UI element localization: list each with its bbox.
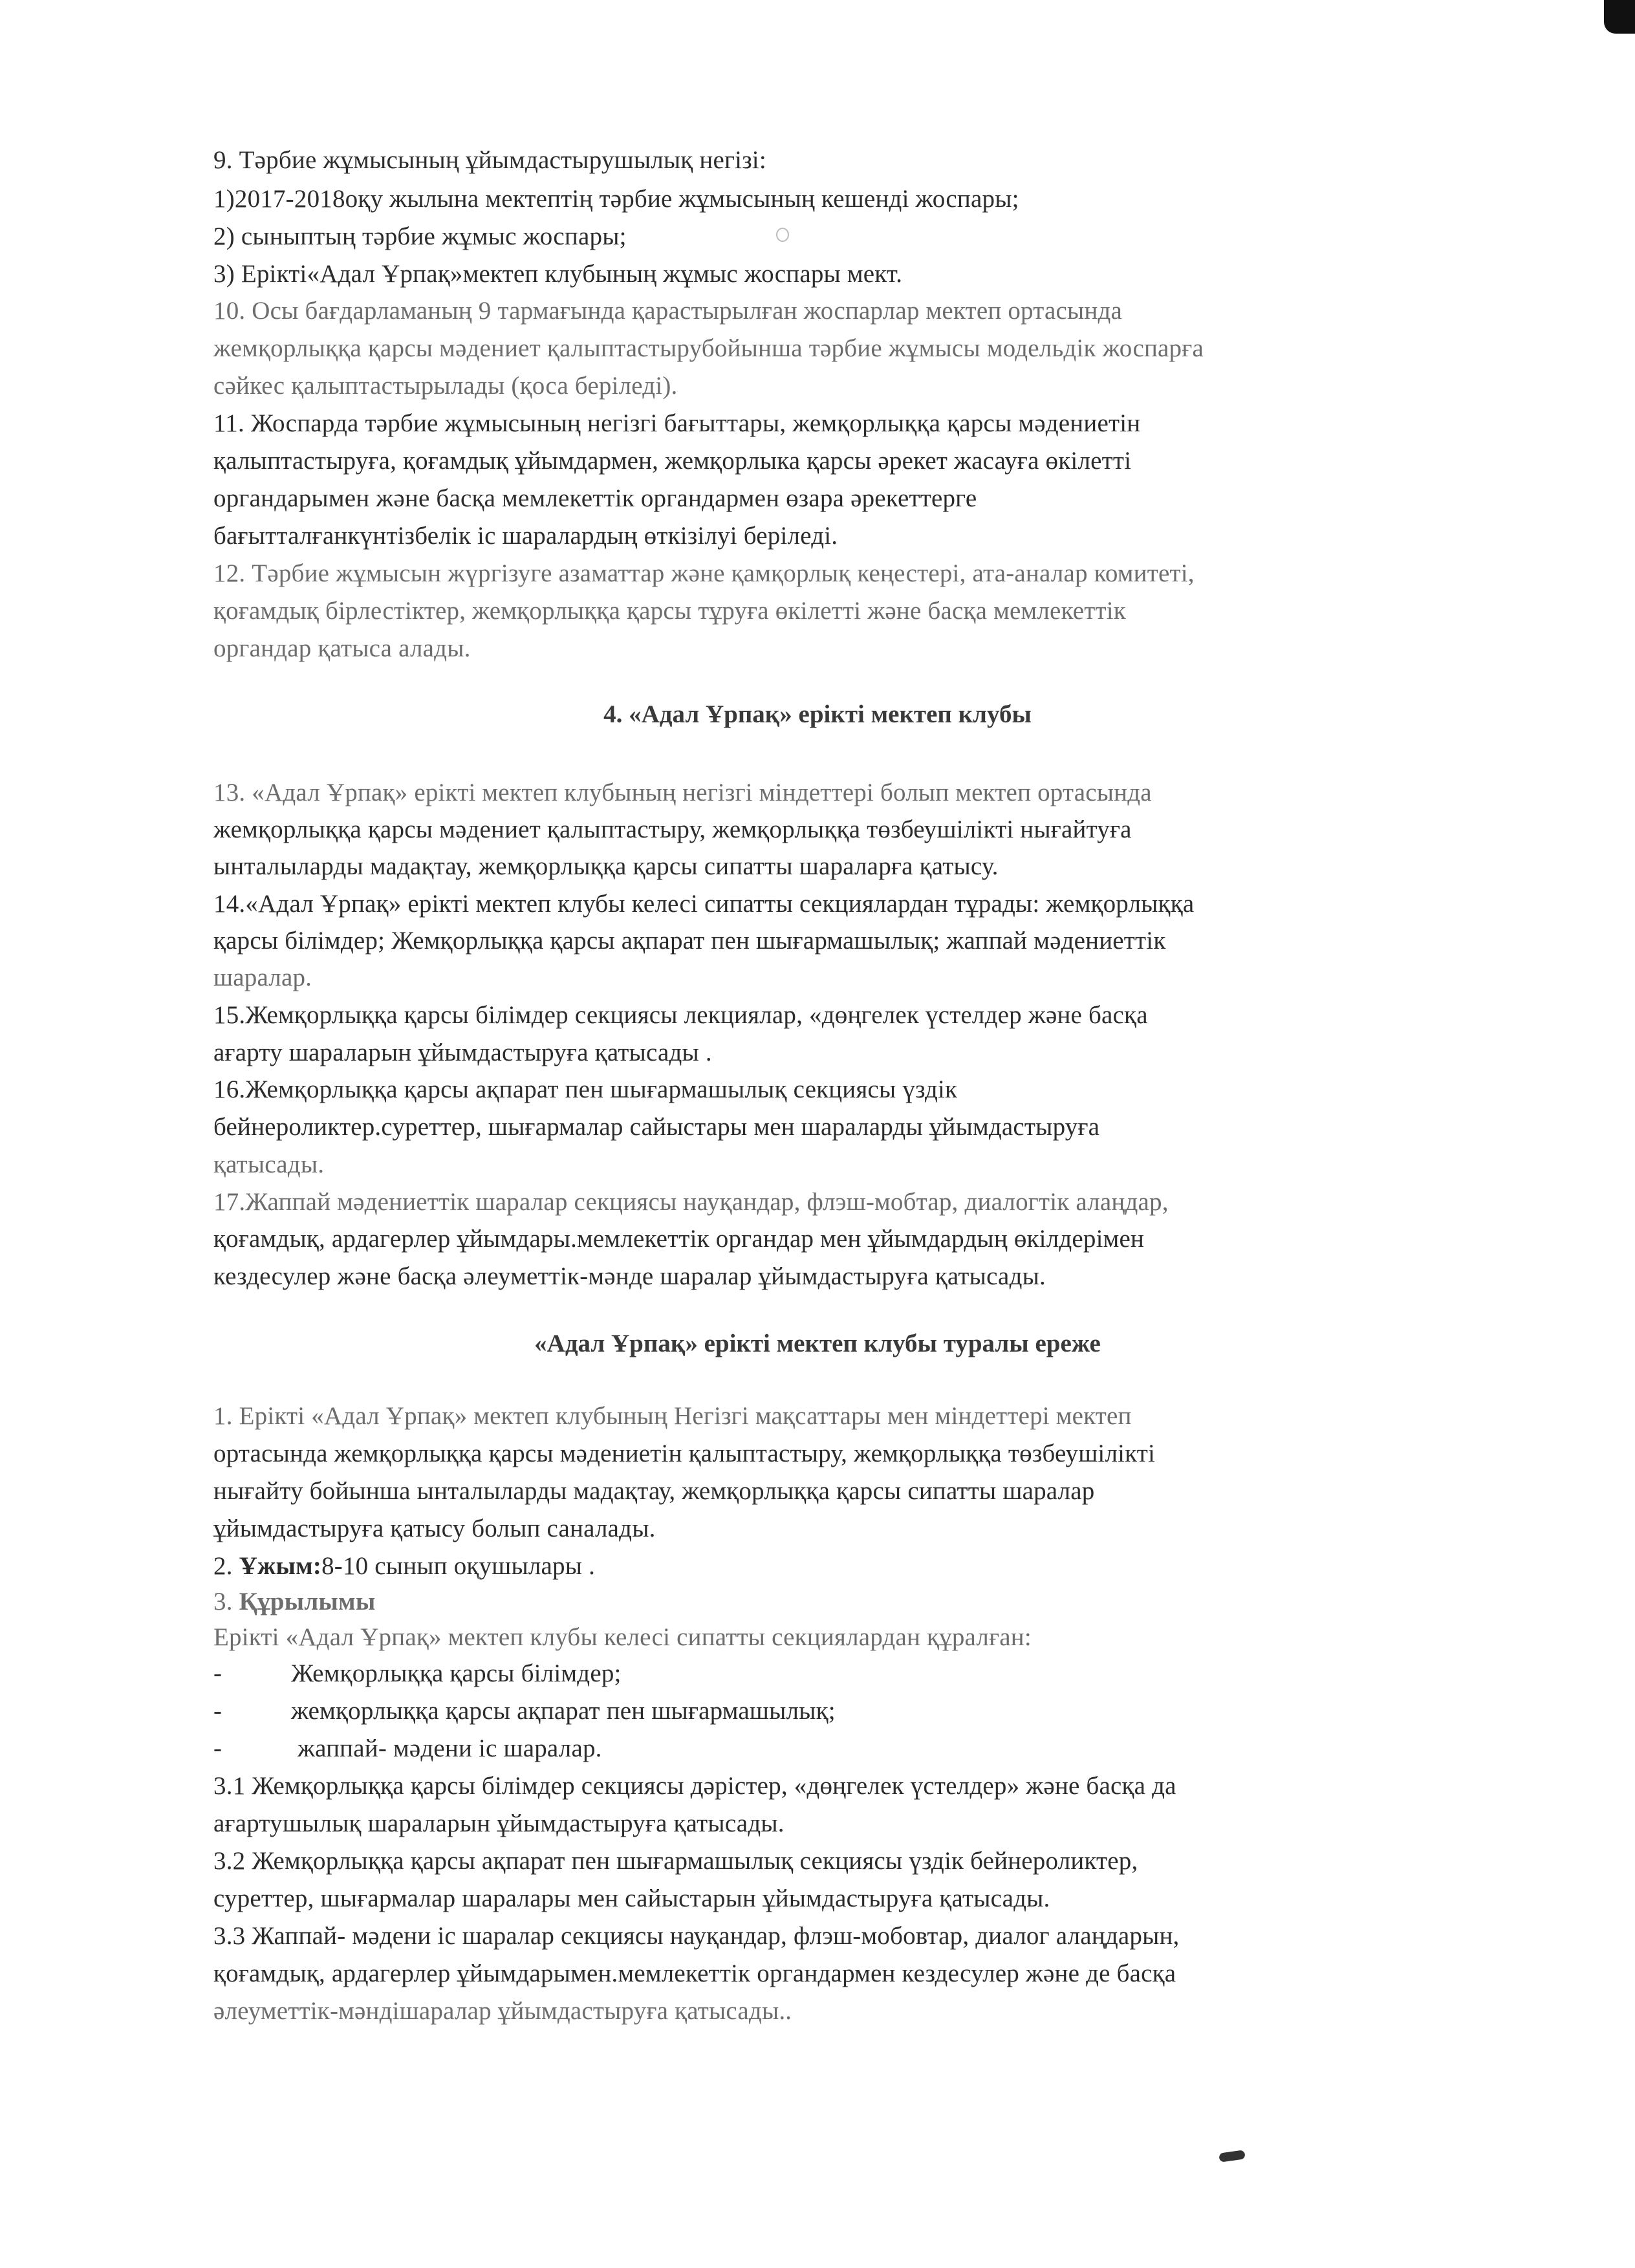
paragraph-line: ағарту шараларын ұйымдастыруға қатысады . (213, 1039, 712, 1066)
paragraph-line: 10. Осы бағдарламаның 9 тармағында қарастырылған жоспарлар мектеп ортасында (213, 297, 1123, 325)
paragraph-line: бағытталғанкүнтізбелік іс шаралардың өткізілуі беріледі. (213, 522, 838, 550)
paragraph-line: ынталыларды мадақтау, жемқорлыққа қарсы сипатты шараларға қатысу. (213, 852, 999, 880)
bold-label: Құрылымы (239, 1588, 376, 1615)
list-item-text: жаппай- мәдени іс шаралар. (291, 1734, 602, 1762)
item-number: 2. (213, 1552, 239, 1580)
list-item (213, 1734, 602, 1764)
scan-smudge (776, 228, 789, 242)
paragraph-line: нығайту бойынша ынталыларды мадақтау, жемқорлыққа қарсы сипатты шаралар (213, 1477, 1095, 1505)
paragraph-line: қоғамдық, ардагерлер ұйымдарымен.мемлекеттік органдармен кездесулер және де басқа (213, 1960, 1176, 1987)
paragraph-line: жемқорлыққа қарсы мәдениет қалыптастырубойынша тәрбие жұмысы модельдік жоспарға (213, 334, 1204, 362)
paragraph-line: 1)2017-2018оқу жылына мектептің тәрбие жұмысының кешенді жоспары; (213, 185, 1019, 213)
paragraph-line: 3.1 Жемқорлыққа қарсы білімдер секциясы дәрістер, «дөңгелек үстелдер» және басқа да (213, 1772, 1176, 1800)
paragraph-line: 9. Тәрбие жұмысының ұйымдастырушылық негізі: (213, 146, 766, 174)
paragraph-line: 14.«Адал Ұрпақ» ерікті мектеп клубы келесі сипатты секциялардан тұрады: жемқорлыққа (213, 890, 1195, 918)
paragraph-line: қалыптастыруға, қоғамдық ұйымдармен, жемқорлыка қарсы әрекет жасауға өкілетті (213, 447, 1132, 475)
section-heading: 4. «Адал Ұрпақ» ерікті мектеп клубы (603, 700, 1032, 728)
paragraph-line: бейнероликтер.суреттер, шығармалар сайыстары мен шараларды ұйымдастыруға (213, 1113, 1100, 1141)
paragraph-line: кездесулер және басқа әлеуметтік-мәнде шаралар ұйымдастыруға қатысады. (213, 1262, 1046, 1290)
paragraph-line: ұйымдастыруға қатысу болып саналады. (213, 1515, 656, 1542)
paragraph-line: 1. Ерікті «Адал Ұрпақ» мектеп клубының Негізгі мақсаттары мен міндеттері мектеп (213, 1402, 1132, 1430)
paragraph-line: жемқорлыққа қарсы мәдениет қалыптастыру, жемқорлыққа төзбеушілікті нығайтуға (213, 815, 1132, 843)
paragraph-line (213, 1588, 375, 1617)
paragraph-line: ортасында жемқорлыққа қарсы мәдениетін қалыптастыру, жемқорлыққа төзбеушілікті (213, 1440, 1156, 1467)
list-item (213, 1659, 622, 1689)
scan-ink-dot (1218, 2150, 1246, 2162)
paragraph-line: қатысады. (213, 1150, 325, 1178)
list-dash: - (213, 1659, 222, 1687)
paragraph-line: 15.Жемқорлыққа қарсы білімдер секциясы лекциялар, «дөңгелек үстелдер және басқа (213, 1001, 1148, 1029)
section-heading: «Адал Ұрпақ» ерікті мектеп клубы туралы ереже (534, 1330, 1101, 1357)
paragraph-line: органдар қатыса алады. (213, 634, 471, 662)
paragraph-line: 3.3 Жаппай- мәдени іс шаралар секциясы науқандар, флэш-мобовтар, диалог алаңдарын, (213, 1922, 1180, 1950)
list-item-text: жемқорлыққа қарсы ақпарат пен шығармашылық; (291, 1697, 836, 1725)
paragraph-line: 13. «Адал Ұрпақ» ерікті мектеп клубының негізгі міндеттері болып мектеп ортасында (213, 779, 1152, 806)
item-text: 8-10 сынып оқушылары . (321, 1552, 596, 1580)
paragraph-line: қоғамдық, ардагерлер ұйымдары.мемлекеттік органдар мен ұйымдардың өкілдерімен (213, 1225, 1145, 1253)
scan-edge-mark (1604, 0, 1635, 34)
paragraph-line: Ерікті «Адал Ұрпақ» мектеп клубы келесі сипатты секциялардан құралған: (213, 1623, 1032, 1651)
paragraph-line: суреттер, шығармалар шаралары мен сайыстарын ұйымдастыруға қатысады. (213, 1885, 1050, 1912)
list-dash: - (213, 1697, 222, 1725)
paragraph-line: сәйкес қалыптастырылады (қоса беріледі). (213, 372, 678, 400)
paragraph-line: 11. Жоспарда тәрбие жұмысының негізгі бағыттары, жемқорлыққа қарсы мәдениетін (213, 409, 1141, 437)
paragraph-line: ағартушылық шараларын ұйымдастыруға қатысады. (213, 1809, 785, 1837)
paragraph-line: 3) Ерікті«Адал Ұрпақ»мектеп клубының жұмыс жоспары мект. (213, 260, 903, 288)
paragraph-line: 16.Жемқорлыққа қарсы ақпарат пен шығармашылық секциясы үздік (213, 1075, 958, 1103)
paragraph-line (213, 1552, 595, 1581)
paragraph-line: қарсы білімдер; Жемқорлыққа қарсы ақпарат пен шығармашылық; жаппай мәдениеттік (213, 927, 1166, 955)
paragraph-line: органдарымен және басқа мемлекеттік органдармен өзара әрекеттерге (213, 484, 977, 512)
paragraph-line: 17.Жаппай мәдениеттік шаралар секциясы науқандар, флэш-мобтар, диалогтік алаңдар, (213, 1188, 1169, 1216)
paragraph-line: әлеуметтік-мәндішаралар ұйымдастыруға қатысады.. (213, 1997, 792, 2025)
paragraph-line: қоғамдық бірлестіктер, жемқорлыққа қарсы тұруға өкілетті және басқа мемлекеттік (213, 597, 1126, 625)
list-dash: - (213, 1734, 222, 1762)
list-item-text: Жемқорлыққа қарсы білімдер; (291, 1659, 622, 1687)
list-item (213, 1697, 836, 1726)
paragraph-line: 12. Тәрбие жұмысын жүргізуге азаматтар және қамқорлық кеңестері, ата-аналар комитеті, (213, 559, 1195, 587)
item-number: 3. (213, 1588, 239, 1615)
paragraph-line: шаралар. (213, 964, 312, 991)
bold-label: Ұжым: (239, 1552, 322, 1580)
paragraph-line: 3.2 Жемқорлыққа қарсы ақпарат пен шығармашылық секциясы үздік бейнероликтер, (213, 1847, 1138, 1875)
paragraph-line: 2) сыныптың тәрбие жұмыс жоспары; (213, 222, 627, 250)
